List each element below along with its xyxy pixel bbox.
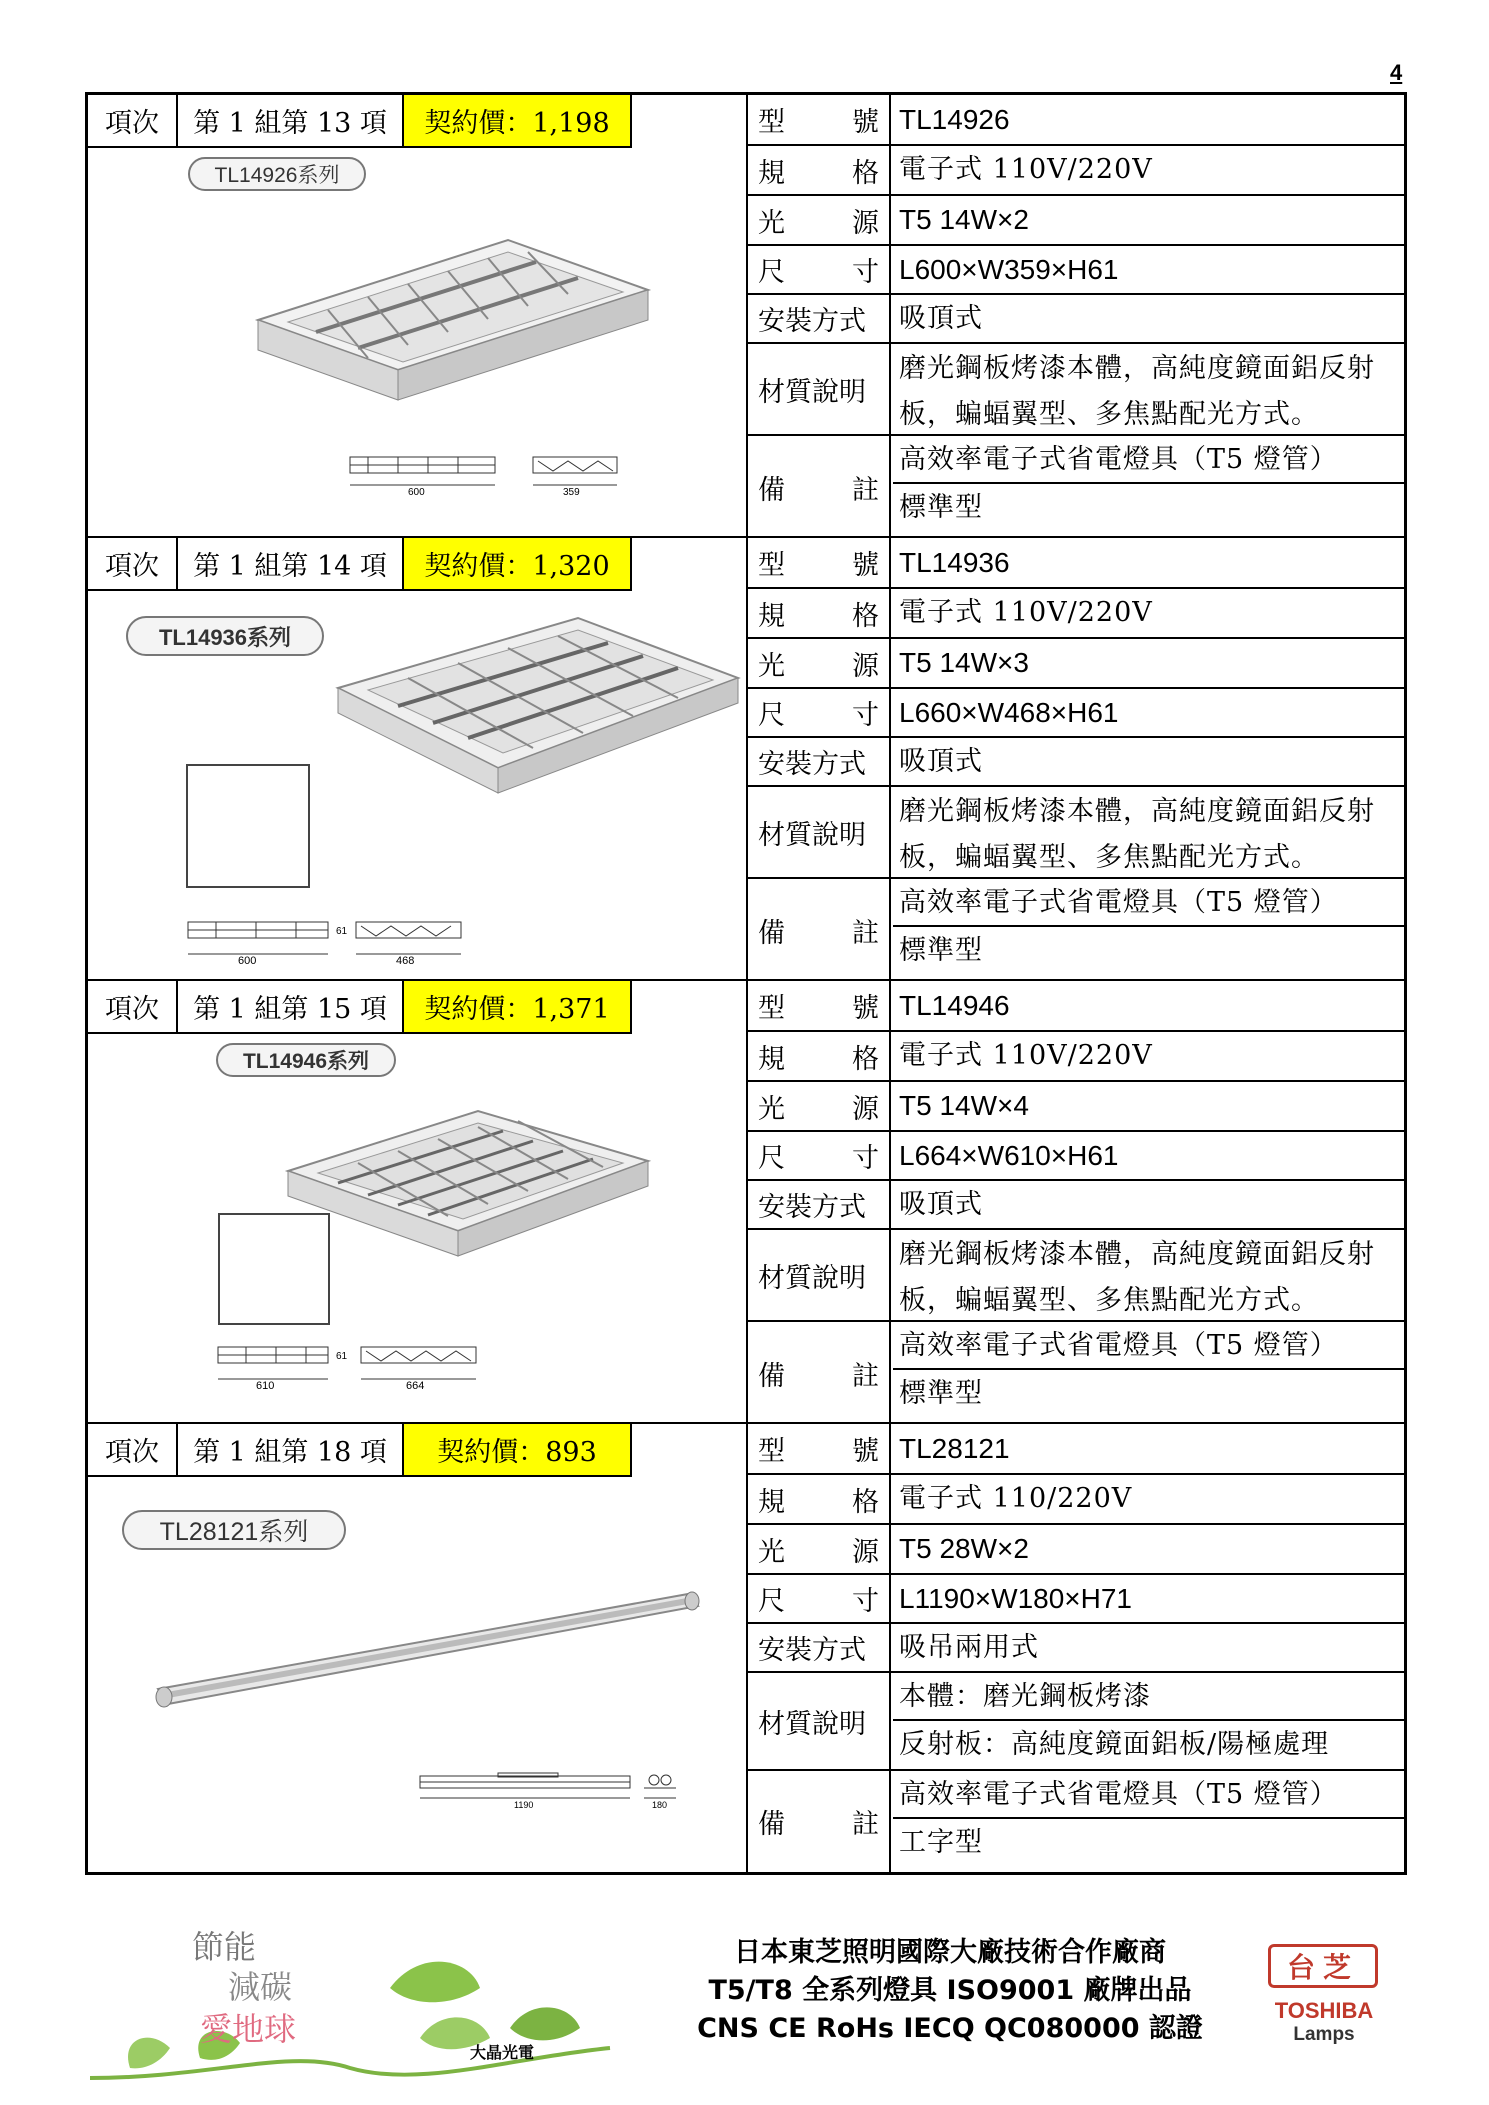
mount-value: 吸頂式 [899, 745, 983, 777]
spec-size-row: 尺 寸 L600×W359×H61 [748, 246, 1404, 295]
spec-model-row: 型 號 TL14946 [748, 981, 1404, 1032]
series-label: TL28121系列 [122, 1510, 346, 1550]
product-image-cell [88, 1424, 748, 1872]
contract-price: 契約價：893 [404, 1424, 632, 1477]
contract-price: 契約價：1,371 [404, 981, 632, 1034]
product-block-4 [88, 1424, 1404, 1872]
spec-source-row: 光 源 T5 14W×4 [748, 1082, 1404, 1132]
item-group: 第 1 組第 13 項 [178, 95, 404, 148]
page-footer [0, 1900, 1489, 2100]
product-block-1 [88, 95, 1404, 538]
spec-size-row: 尺 寸 L660×W468×H61 [748, 689, 1404, 738]
size-value: L1190×W180×H71 [899, 1582, 1132, 1614]
item-header [88, 538, 632, 591]
cert-line-1: 日本東芝照明國際大廠技術合作廠商 [734, 1937, 1166, 1968]
mount-value: 吸頂式 [899, 1188, 983, 1220]
model-value: TL14946 [899, 989, 1010, 1021]
dim-width: 468 [396, 955, 415, 967]
note-line-2: 工字型 [899, 1827, 983, 1858]
spec-note-row: 備 註 高效率電子式省電燈具（T5 燈管） 標準型 [748, 436, 1404, 538]
spec-mount-row: 安裝方式 吸頂式 [748, 738, 1404, 787]
material-line-1: 本體：磨光鋼板烤漆 [893, 1673, 1404, 1721]
slogan-line-1: 節能 [192, 1928, 257, 1966]
note-line-2: 標準型 [899, 492, 983, 523]
product-block-3 [88, 981, 1404, 1424]
spec-mount-row: 安裝方式 吸頂式 [748, 295, 1404, 344]
item-label: 項次 [88, 981, 178, 1034]
spec-material-row: 材質說明 磨光鋼板烤漆本體，高純度鏡面鋁反射板，蝙蝠翼型、多焦點配光方式。 [748, 787, 1404, 879]
model-value: TL14936 [899, 546, 1010, 578]
dimension-drawing [216, 1345, 536, 1393]
contract-price: 契約價：1,320 [404, 538, 632, 591]
item-header [88, 981, 632, 1034]
series-label: TL14926系列 [188, 157, 366, 191]
item-header [88, 95, 632, 148]
slogan-line-3: 愛地球 [200, 2010, 297, 2048]
spec-model-row: 型 號 TL14936 [748, 538, 1404, 589]
product-image-cell [88, 95, 748, 536]
leaf-vine-icon [90, 1928, 630, 2088]
dim-height: 61 [336, 926, 348, 937]
taishiba-logo: 台芝 [1268, 1944, 1378, 1988]
note-line-1: 高效率電子式省電燈具（T5 燈管） [893, 436, 1404, 484]
dim-length: 1190 [514, 1800, 534, 1810]
company-name: 大晶光電 [470, 2043, 535, 2062]
spec-note-row: 備 註 高效率電子式省電燈具（T5 燈管） 工字型 [748, 1771, 1404, 1872]
dim-width: 664 [406, 1380, 425, 1392]
dim-width: 180 [652, 1800, 668, 1810]
note-line-2: 標準型 [899, 1378, 983, 1409]
dim-length: 610 [256, 1380, 275, 1392]
source-value: T5 14W×4 [899, 1090, 1029, 1121]
spec-size-row: 尺 寸 L1190×W180×H71 [748, 1575, 1404, 1624]
series-label: TL14936系列 [126, 616, 324, 656]
material-value: 磨光鋼板烤漆本體，高純度鏡面鋁反射板，蝙蝠翼型、多焦點配光方式。 [899, 796, 1375, 873]
source-value: T5 14W×2 [899, 204, 1029, 235]
spec-material-row: 材質說明 磨光鋼板烤漆本體，高純度鏡面鋁反射板，蝙蝠翼型、多焦點配光方式。 [748, 1230, 1404, 1322]
item-group: 第 1 組第 15 項 [178, 981, 404, 1034]
fixture-image [278, 1101, 698, 1301]
dimension-drawing [418, 1772, 738, 1820]
size-value: L664×W610×H61 [899, 1139, 1119, 1171]
cert-line-3: CNS CE RoHs IECQ QC080000 認證 [697, 2013, 1203, 2044]
fixture-image [148, 1574, 708, 1724]
dim-length: 600 [408, 487, 425, 497]
contract-price: 契約價：1,198 [404, 95, 632, 148]
mount-value: 吸吊兩用式 [899, 1631, 1039, 1663]
spec-size-row: 尺 寸 L664×W610×H61 [748, 1132, 1404, 1181]
series-label: TL14946系列 [216, 1043, 396, 1077]
top-view-drawing [218, 1213, 330, 1325]
slogan-line-2: 減碳 [228, 1968, 293, 2006]
spec-cell [748, 981, 1404, 1422]
spec-rating-row: 規 格 電子式 110V/220V [748, 1032, 1404, 1082]
source-value: T5 28W×2 [899, 1533, 1029, 1564]
material-value: 磨光鋼板烤漆本體，高純度鏡面鋁反射板，蝙蝠翼型、多焦點配光方式。 [899, 353, 1375, 430]
product-catalog-table [85, 92, 1407, 1875]
spec-model-row: 型 號 TL14926 [748, 95, 1404, 146]
certification-text [690, 1934, 1210, 2048]
dimension-drawing [186, 920, 506, 968]
dimension-drawing [348, 455, 728, 497]
material-line-2: 反射板：高純度鏡面鋁板/陽極處理 [899, 1729, 1330, 1760]
source-value: T5 14W×3 [899, 647, 1029, 678]
spec-source-row: 光 源 T5 14W×2 [748, 196, 1404, 246]
spec-cell [748, 1424, 1404, 1872]
spec-cell [748, 538, 1404, 979]
spec-source-row: 光 源 T5 14W×3 [748, 639, 1404, 689]
rating-value: 電子式 110V/220V [899, 154, 1153, 185]
product-image-cell [88, 538, 748, 979]
note-line-1: 高效率電子式省電燈具（T5 燈管） [893, 1322, 1404, 1370]
model-value: TL14926 [899, 103, 1010, 135]
spec-mount-row: 安裝方式 吸吊兩用式 [748, 1624, 1404, 1673]
size-value: L660×W468×H61 [899, 696, 1119, 728]
fixture-image [328, 608, 748, 838]
item-header [88, 1424, 632, 1477]
spec-note-row: 備 註 高效率電子式省電燈具（T5 燈管） 標準型 [748, 879, 1404, 981]
spec-rating-row: 規 格 電子式 110/220V [748, 1475, 1404, 1525]
spec-cell [748, 95, 1404, 536]
lamps-label: Lamps [1293, 2024, 1355, 2045]
item-label: 項次 [88, 95, 178, 148]
dim-length: 600 [238, 955, 257, 967]
fixture-image [238, 230, 658, 430]
spec-note-row: 備 註 高效率電子式省電燈具（T5 燈管） 標準型 [748, 1322, 1404, 1424]
product-image-cell [88, 981, 748, 1422]
note-line-1: 高效率電子式省電燈具（T5 燈管） [893, 879, 1404, 927]
rating-value: 電子式 110V/220V [899, 597, 1153, 628]
spec-rating-row: 規 格 電子式 110V/220V [748, 146, 1404, 196]
spec-mount-row: 安裝方式 吸頂式 [748, 1181, 1404, 1230]
spec-material-row: 材質說明 本體：磨光鋼板烤漆 反射板：高純度鏡面鋁板/陽極處理 [748, 1673, 1404, 1771]
spec-material-row: 材質說明 磨光鋼板烤漆本體，高純度鏡面鋁反射板，蝙蝠翼型、多焦點配光方式。 [748, 344, 1404, 436]
spec-model-row: 型 號 TL28121 [748, 1424, 1404, 1475]
cert-line-2: T5/T8 全系列燈具 ISO9001 廠牌出品 [708, 1975, 1192, 2006]
material-value: 磨光鋼板烤漆本體，高純度鏡面鋁反射板，蝙蝠翼型、多焦點配光方式。 [899, 1239, 1375, 1316]
note-line-1: 高效率電子式省電燈具（T5 燈管） [893, 1771, 1404, 1819]
toshiba-logo-text: TOSHIBA [1274, 1998, 1374, 2023]
item-label: 項次 [88, 1424, 178, 1477]
item-group: 第 1 組第 14 項 [178, 538, 404, 591]
dim-width: 359 [563, 487, 580, 497]
rating-value: 電子式 110V/220V [899, 1040, 1153, 1071]
model-value: TL28121 [899, 1432, 1010, 1464]
top-view-drawing [186, 764, 310, 888]
size-value: L600×W359×H61 [899, 253, 1119, 285]
note-line-2: 標準型 [899, 935, 983, 966]
rating-value: 電子式 110/220V [899, 1483, 1133, 1514]
item-label: 項次 [88, 538, 178, 591]
mount-value: 吸頂式 [899, 302, 983, 334]
dim-height: 61 [336, 1351, 348, 1362]
page-number: 4 [1390, 60, 1403, 85]
item-group: 第 1 組第 18 項 [178, 1424, 404, 1477]
spec-source-row: 光 源 T5 28W×2 [748, 1525, 1404, 1575]
spec-rating-row: 規 格 電子式 110V/220V [748, 589, 1404, 639]
product-block-2 [88, 538, 1404, 981]
